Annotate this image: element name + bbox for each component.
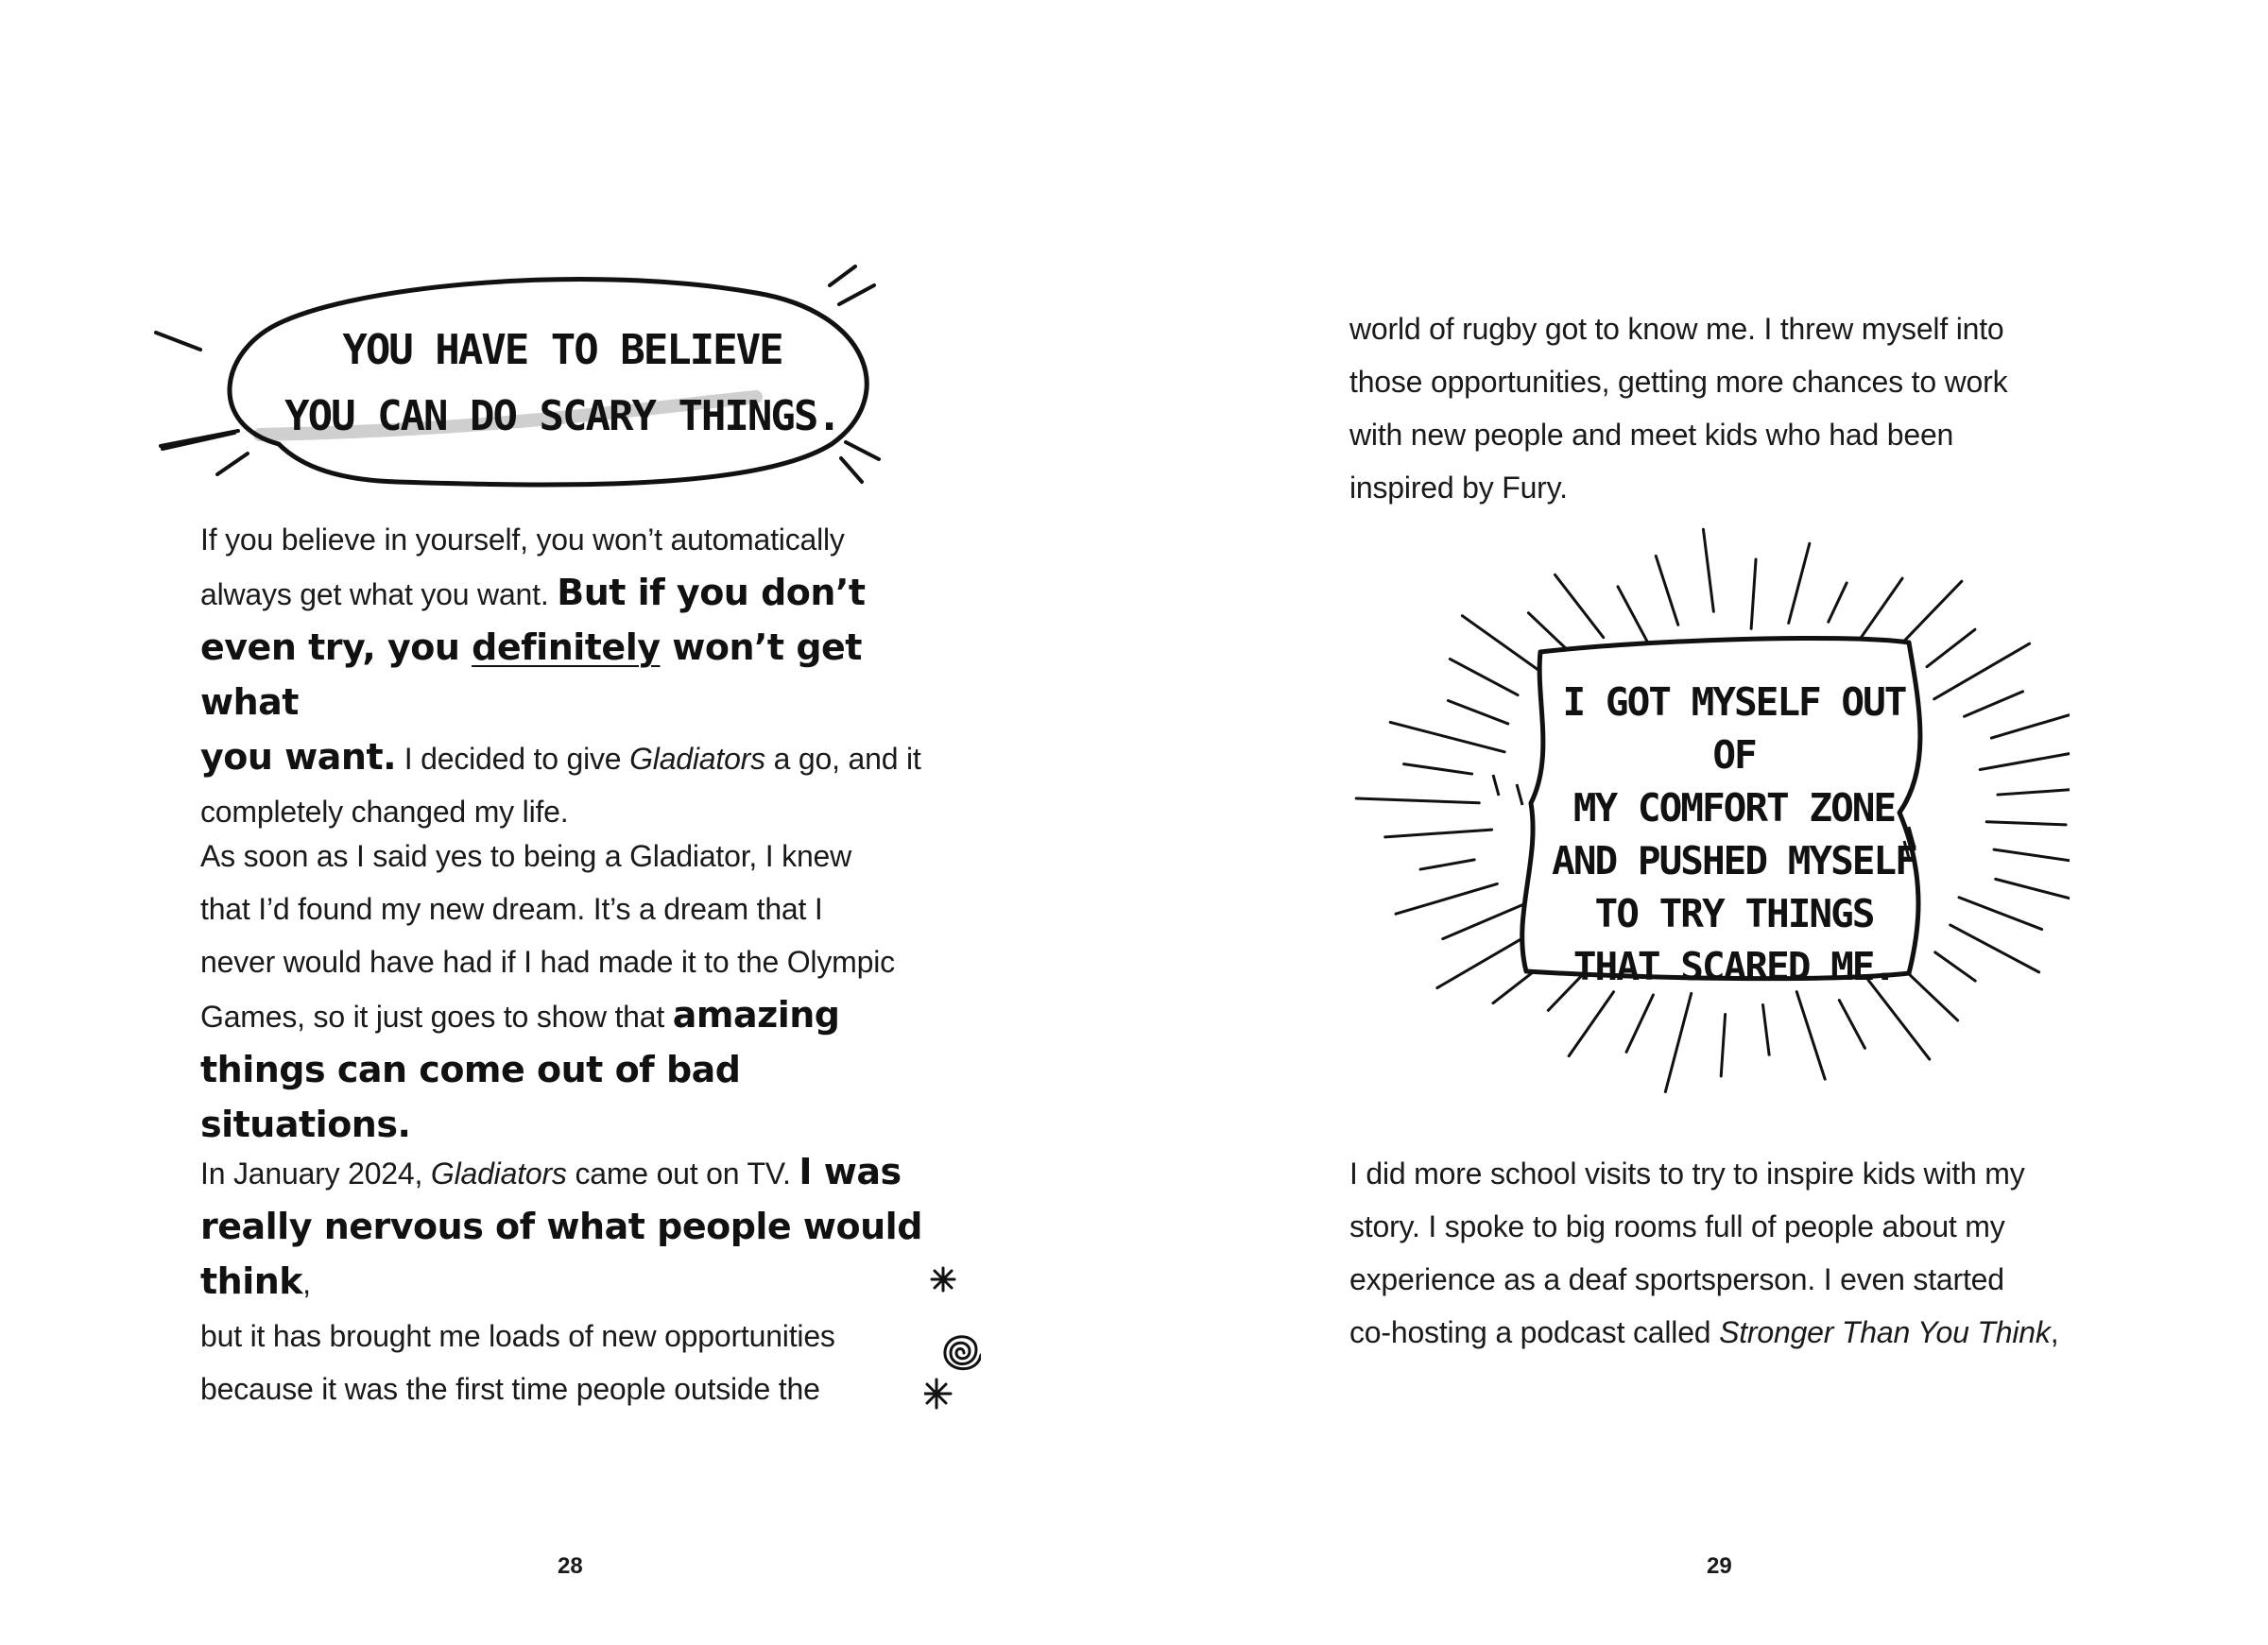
pillow-line-1: I GOT MYSELF OUT OF — [1562, 679, 1906, 778]
text-line: As soon as I said yes to being a Gladiator, I knew — [200, 839, 852, 873]
handwritten-highlight: things can come out of bad situations. — [200, 1049, 741, 1145]
text-line — [200, 1145, 956, 1200]
burst-ray — [1356, 798, 1479, 803]
italic-title: Gladiators — [430, 1157, 567, 1191]
text-line — [200, 566, 956, 621]
burst-ray — [1980, 746, 2070, 770]
pillow-line-4: TO TRY THINGS — [1594, 891, 1874, 936]
text-run: I decided to give — [396, 742, 630, 776]
italic-title: Stronger Than You Think — [1719, 1315, 2051, 1349]
burst-ray — [1991, 715, 2069, 738]
handwritten-highlight: even try, you — [200, 626, 472, 668]
text-line: world of rugby got to know me. I threw myself into — [1349, 312, 2004, 346]
text-line: completely changed my life. — [200, 795, 569, 829]
text-run: In January 2024, — [200, 1157, 431, 1191]
burst-ray — [1994, 849, 2070, 863]
text-line — [200, 988, 956, 1043]
paragraph-3 — [200, 1145, 956, 1415]
burst-ray — [1665, 993, 1691, 1091]
italic-title: Gladiators — [629, 742, 765, 776]
pillow-tick — [1517, 784, 1522, 805]
text-line: experience as a deaf sportsperson. I even started — [1349, 1262, 2004, 1296]
burst-ray — [1385, 830, 1492, 837]
paragraph-1-right — [1349, 302, 2105, 514]
burst-ray — [1390, 722, 1504, 751]
handwritten-highlight: really nervous of what people would think — [200, 1206, 922, 1302]
burst-ray — [1965, 692, 2023, 716]
pillow-line-2: MY COMFORT ZONE — [1572, 785, 1896, 831]
text-line: never would have had if I had made it to the Olympic — [200, 945, 895, 979]
burst-ray — [1934, 643, 2030, 699]
spiral-icon — [945, 1337, 981, 1369]
burst-ray — [1396, 883, 1497, 914]
asterisk-icon — [932, 1268, 954, 1291]
callout-quote — [246, 317, 879, 450]
text-line: with new people and meet kids who had been — [1349, 418, 1954, 452]
text-run: always get what you want. — [200, 577, 558, 611]
text-line — [200, 1043, 956, 1153]
doodle-group — [924, 1257, 981, 1446]
burst-ray — [1569, 992, 1613, 1056]
burst-ray — [1829, 583, 1847, 622]
text-line: story. I spoke to big rooms full of people about my — [1349, 1209, 2005, 1243]
burst-ray — [1450, 659, 1518, 694]
burst-ray — [1927, 629, 1975, 666]
text-line — [200, 1200, 956, 1310]
burst-ray — [1443, 904, 1524, 939]
page-number: 29 — [1707, 1553, 1732, 1579]
handwritten-highlight: won’t get what — [200, 626, 862, 723]
text-line: I did more school visits to try to inspire kids with my — [1349, 1157, 2025, 1191]
text-line — [1349, 1306, 2105, 1359]
burst-ray — [1935, 952, 1975, 981]
burst-ray — [1998, 789, 2070, 795]
text-line — [200, 621, 956, 730]
paragraph-1 — [200, 513, 956, 838]
callout-line-2: YOU CAN DO SCARY THINGS. — [284, 392, 840, 440]
text-run: came out on TV. — [566, 1157, 799, 1191]
burst-ray — [1448, 701, 1507, 724]
handwritten-underlined: definitely — [472, 626, 661, 668]
text-run: , — [2050, 1315, 2059, 1349]
burst-ray — [1796, 992, 1825, 1080]
burst-ray — [1721, 1014, 1725, 1075]
callout-line-1: YOU HAVE TO BELIEVE — [342, 326, 782, 374]
handwritten-highlight: But if you don’t — [557, 572, 866, 613]
pillow-tick — [1493, 775, 1499, 796]
text-run: Games, so it just goes to show that — [200, 1000, 673, 1034]
burst-ray — [1403, 764, 1471, 774]
page-number: 28 — [558, 1553, 583, 1579]
handwritten-highlight: I was — [799, 1151, 902, 1192]
burst-ray — [1762, 1004, 1769, 1054]
burst-ray — [1656, 556, 1678, 625]
text-line: because it was the first time people outside the — [200, 1372, 820, 1406]
text-run: , — [302, 1266, 311, 1300]
paragraph-2 — [200, 830, 956, 1153]
asterisk-icon — [924, 1379, 951, 1408]
handwritten-highlight: you want. — [200, 736, 397, 778]
burst-ray — [1703, 529, 1713, 611]
burst-ray — [1996, 879, 2070, 906]
burst-ray — [1839, 1001, 1864, 1049]
text-line — [200, 730, 956, 785]
text-line: that I’d found my new dream. It’s a dream that I — [200, 892, 823, 926]
burst-ray — [1420, 860, 1474, 869]
text-run: a go, and it — [765, 742, 921, 776]
text-line: those opportunities, getting more chances to work — [1349, 365, 2008, 399]
burst-ray — [1555, 574, 1604, 637]
pillow-line-5: THAT SCARED ME. — [1572, 944, 1896, 989]
paragraph-2-right — [1349, 1147, 2105, 1359]
pillow-quote — [1533, 676, 1935, 993]
burst-ray — [1437, 937, 1525, 988]
burst-ray — [1626, 995, 1653, 1052]
text-line: inspired by Fury. — [1349, 471, 1568, 505]
burst-ray — [1789, 543, 1810, 623]
text-line: If you believe in yourself, you won’t automatically — [200, 523, 845, 557]
burst-ray — [1959, 898, 2042, 930]
burst-ray — [1950, 925, 2039, 972]
burst-ray — [1986, 822, 2066, 825]
burst-ray — [1618, 587, 1647, 642]
burst-ray — [1751, 559, 1756, 628]
pillow-line-3: AND PUSHED MYSELF — [1552, 838, 1916, 883]
text-run: co-hosting a podcast called — [1349, 1315, 1720, 1349]
handwritten-highlight: amazing — [672, 994, 840, 1036]
text-line: but it has brought me loads of new opportunities — [200, 1319, 835, 1353]
